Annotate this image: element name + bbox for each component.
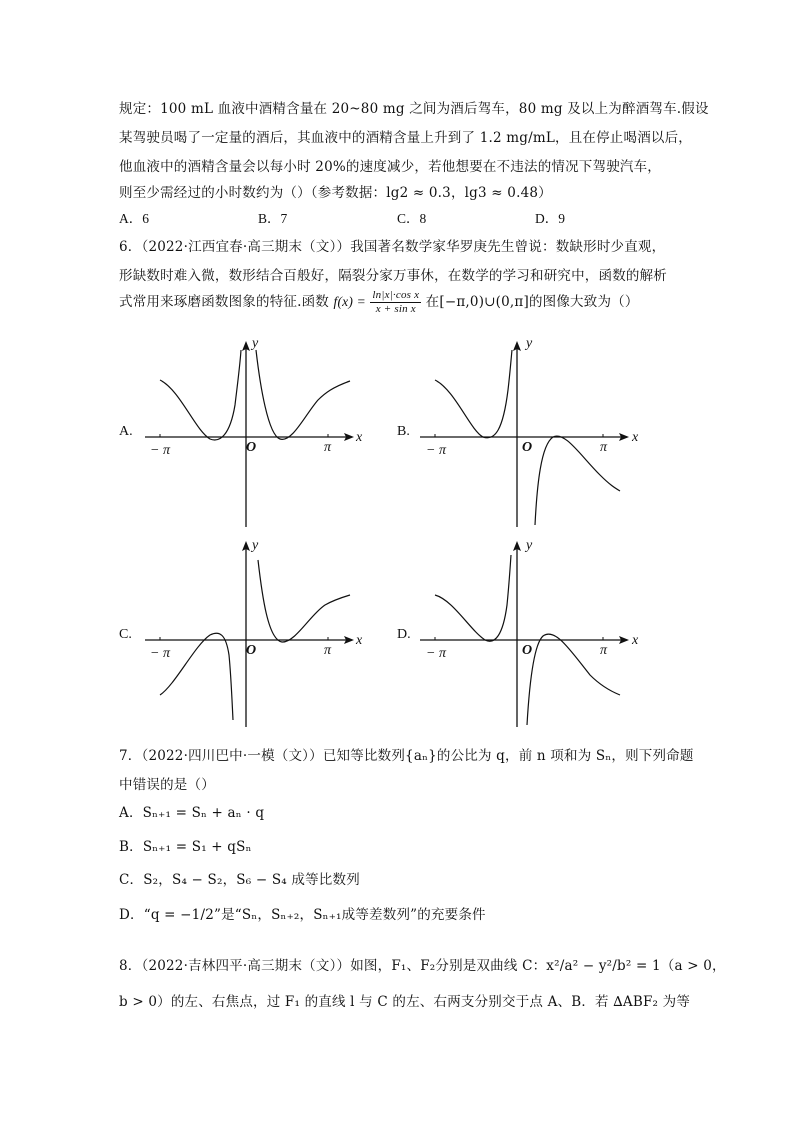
q6-line-2: 形缺数时难入微，数形结合百般好，隔裂分家万事休，在数学的学习和研究中，函数的解析 — [119, 268, 667, 284]
q5-option-b: B．7 — [258, 211, 288, 226]
graph-c-neg-pi: − π — [150, 646, 170, 661]
graph-a-label: A. — [119, 424, 133, 439]
graph-a-origin: O — [246, 440, 257, 455]
graph-b — [415, 335, 640, 530]
q5-option-c: C．8 — [397, 211, 427, 226]
q6-line-3-suffix: 在[−π,0)∪(0,π]的图像大致为（） — [425, 294, 639, 310]
graph-b-y-label: y — [526, 336, 533, 351]
graph-a-neg-pi: − π — [150, 443, 170, 458]
graph-a-y-label: y — [252, 336, 259, 351]
function-name: f(x) = — [333, 294, 366, 309]
graph-d — [415, 535, 640, 730]
q7-option-c: C．S₂，S₄ − S₂，S₆ − S₄ 成等比数列 — [119, 872, 360, 888]
graph-a-x-label: x — [356, 430, 363, 445]
q7-option-a: A．Sₙ₊₁ = Sₙ + aₙ · q — [119, 805, 265, 821]
function-fraction — [370, 289, 421, 316]
graph-a-pi: π — [324, 440, 332, 455]
graph-b-label: B. — [397, 424, 410, 439]
graph-d-y-label: y — [526, 538, 533, 553]
graph-b-origin: O — [522, 440, 533, 455]
q8-line-1: 8．（2022·吉林四平·高三期末（文））如图，F₁、F₂分别是双曲线 C：x²/a² − y²/b² = 1（a > 0， — [119, 958, 726, 974]
graph-d-neg-pi: − π — [426, 646, 446, 661]
q6-line-1: 6．（2022·江西宜春·高三期末（文））我国著名数学家华罗庚先生曾说：数缺形时少直观， — [119, 239, 666, 255]
q6-line-3 — [119, 289, 639, 316]
q5-line-3: 他血液中的酒精含量会以每小时 20%的速度减少，若他想要在不违法的情况下驾驶汽车， — [119, 159, 661, 175]
q7-line-2: 中错误的是（） — [119, 777, 215, 793]
q7-option-d: D．“q = −1/2”是“Sₙ，Sₙ₊₂，Sₙ₊₁成等差数列”的充要条件 — [119, 907, 486, 923]
graph-b-x-label: x — [632, 430, 639, 445]
q7-line-1: 7．（2022·四川巴中·一模（文））已知等比数列{aₙ}的公比为 q，前 n 项和为 Sₙ，则下列命题 — [119, 748, 694, 764]
q5-option-d: D．9 — [535, 211, 565, 226]
graph-d-origin: O — [522, 643, 533, 658]
graph-d-x-label: x — [632, 633, 639, 648]
q5-line-1: 规定：100 mL 血液中酒精含量在 20~80 mg 之间为酒后驾车，80 mg 及以上为醉酒驾车.假设 — [119, 101, 709, 117]
q5-line-2: 某驾驶员喝了一定量的酒后，其血液中的酒精含量上升到了 1.2 mg/mL，且在停止喝酒以后， — [119, 130, 693, 146]
q5-option-a: A．6 — [119, 211, 149, 226]
q7-option-b: B．Sₙ₊₁ = S₁ + qSₙ — [119, 839, 252, 855]
graph-c-y-label: y — [252, 538, 259, 553]
fraction-numerator: ln|x|·cos x — [372, 289, 420, 301]
graph-c-pi: π — [324, 643, 332, 658]
q6-line-3-prefix: 式常用来琢磨函数图象的特征.函数 — [119, 294, 329, 310]
graph-d-pi: π — [600, 643, 608, 658]
graph-c — [140, 535, 365, 730]
q5-line-4: 则至少需经过的小时数约为（）（参考数据：lg2 ≈ 0.3，lg3 ≈ 0.48） — [119, 185, 552, 201]
graph-c-origin: O — [246, 643, 257, 658]
graph-b-neg-pi: − π — [426, 443, 446, 458]
graph-b-pi: π — [600, 440, 608, 455]
fraction-denominator: x + sin x — [375, 303, 416, 315]
graph-c-label: C. — [119, 627, 132, 642]
graph-d-label: D. — [397, 627, 411, 642]
q8-line-2: b > 0）的左、右焦点，过 F₁ 的直线 l 与 C 的左、右两支分别交于点 A、B．若 ∆ABF₂ 为等 — [119, 994, 691, 1010]
graph-c-x-label: x — [356, 633, 363, 648]
graph-a — [140, 335, 365, 530]
